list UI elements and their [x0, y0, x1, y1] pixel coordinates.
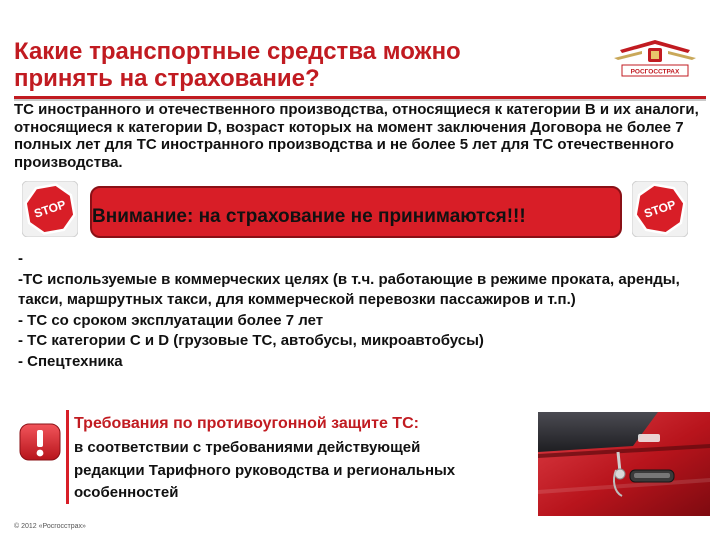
requirements-line: в соответствии с требованиями действующей [74, 439, 421, 456]
warning-text: Внимание: на страхование не принимаются!!! [92, 206, 526, 227]
stop-sign-label: STOP [32, 197, 68, 221]
rosgosstrakh-logo-icon [612, 36, 698, 82]
requirements-line: особенностей [74, 484, 179, 501]
stop-sign-icon [22, 181, 78, 237]
list-item: - ТС категории С и D (грузовые ТС, автобусы, микроавтобусы) [18, 332, 484, 349]
list-item: -ТС используемые в коммерческих целях (в т.ч. работающие в режиме проката, аренды, такси, маршрутных такси, для коммерческой перевозки пассажиров и т.п.) [18, 270, 680, 308]
list-item: - ТС со сроком эксплуатации более 7 лет [18, 311, 324, 329]
exclusions-marker: - [18, 250, 23, 267]
copyright-footer: © 2012 «Росгосстрах» [14, 523, 86, 530]
title-line-1: Какие транспортные средства можно [14, 38, 461, 65]
list-item: - Спецтехника [18, 352, 123, 370]
requirements-title: Требования по противоугонной защите ТС: [74, 415, 419, 432]
title-line-2: принять на страхование? [14, 65, 320, 92]
stop-sign-label: STOP [642, 197, 678, 221]
eligible-vehicles-text: ТС иностранного и отечественного производства, относящиеся к категории В и их аналоги, относящиеся к категории D, возраст которых на момент заключения Договора не более 7 полных лет для ТС иностранного производства и не более 5 лет для ТС отечественного производства. [14, 101, 699, 171]
requirements-line: редакции Тарифного руководства и региональных [74, 461, 456, 479]
slide-title [14, 38, 594, 92]
stop-sign-icon [632, 181, 688, 237]
requirements-text [74, 437, 534, 505]
car-lock-photo [538, 412, 710, 516]
logo-text: РОСГОССТРАХ [630, 68, 680, 76]
exclusions-list [18, 249, 708, 372]
exclamation-icon [18, 422, 62, 462]
